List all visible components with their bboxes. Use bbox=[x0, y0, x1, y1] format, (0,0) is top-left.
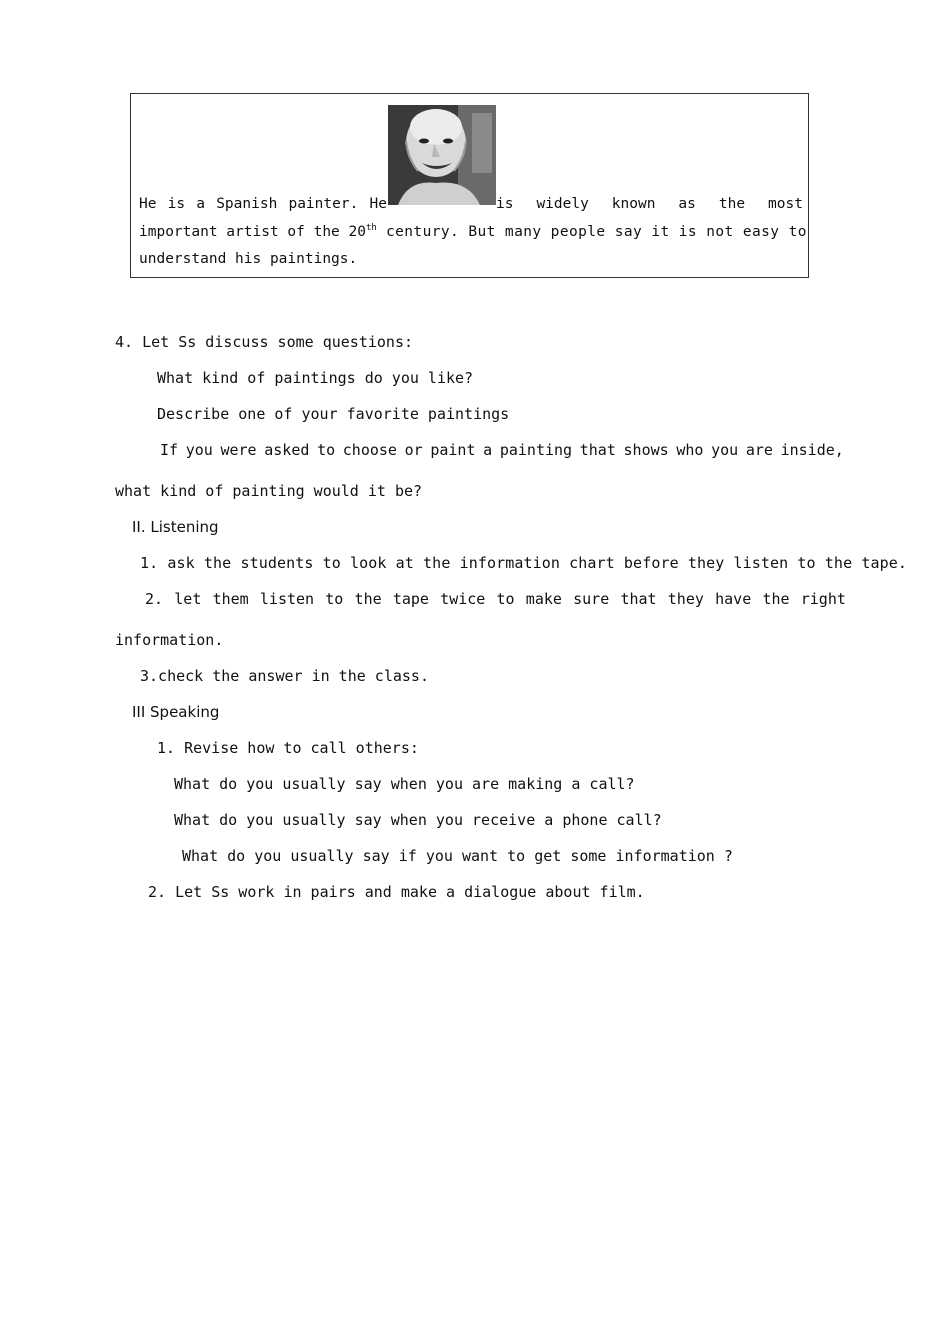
word: most bbox=[768, 196, 803, 212]
discussion-question-3-line-2: what kind of painting would it be? bbox=[115, 482, 423, 500]
word: a bbox=[196, 196, 206, 212]
box-line-3: understand his paintings. bbox=[139, 251, 358, 267]
word: you bbox=[185, 441, 213, 459]
word: that bbox=[579, 441, 616, 459]
word: He bbox=[369, 196, 387, 212]
word: they bbox=[667, 590, 704, 608]
word: as bbox=[678, 196, 696, 212]
word: the bbox=[354, 590, 382, 608]
word: inside, bbox=[780, 441, 844, 459]
speaking-heading: III Speaking bbox=[132, 703, 220, 721]
word: to bbox=[325, 590, 344, 608]
word: listen bbox=[259, 590, 315, 608]
speaking-question-2: What do you usually say when you receive a phone call? bbox=[174, 811, 662, 829]
speaking-item-1: 1. Revise how to call others: bbox=[157, 739, 419, 757]
portrait-photo bbox=[388, 105, 496, 205]
word: who bbox=[676, 441, 704, 459]
speaking-question-3: What do you usually say if you want to get some information ? bbox=[182, 847, 733, 865]
word: known bbox=[611, 196, 656, 212]
word: If bbox=[160, 441, 179, 459]
box-line-1 bbox=[139, 194, 803, 214]
word: the bbox=[762, 590, 790, 608]
word: tape bbox=[392, 590, 429, 608]
word: right bbox=[800, 590, 846, 608]
word: is bbox=[167, 196, 186, 212]
word: have bbox=[715, 590, 752, 608]
word: were bbox=[220, 441, 257, 459]
box-line-2: important artist of the 20th century. But many people say it is not easy to bbox=[139, 223, 807, 240]
listening-heading: II. Listening bbox=[132, 518, 219, 536]
discussion-question-2: Describe one of your favorite paintings bbox=[157, 405, 510, 423]
word: make bbox=[525, 590, 562, 608]
word: to bbox=[317, 441, 336, 459]
portrait-icon bbox=[388, 105, 496, 205]
listening-item-1: 1. ask the students to look at the information chart before they listen to the tape. bbox=[140, 554, 907, 572]
word: asked bbox=[264, 441, 310, 459]
word: 2. bbox=[145, 590, 164, 608]
word: are bbox=[745, 441, 773, 459]
speaking-item-2: 2. Let Ss work in pairs and make a dialogue about film. bbox=[148, 883, 645, 901]
listening-item-2-line-1 bbox=[145, 589, 846, 609]
word: to bbox=[496, 590, 515, 608]
word: He bbox=[139, 196, 157, 212]
word: shows bbox=[623, 441, 669, 459]
word: choose bbox=[342, 441, 397, 459]
word: them bbox=[212, 590, 249, 608]
word: is bbox=[496, 196, 514, 212]
word: or bbox=[404, 441, 423, 459]
word: paint bbox=[430, 441, 476, 459]
word: sure bbox=[573, 590, 610, 608]
discussion-question-1: What kind of paintings do you like? bbox=[157, 369, 474, 387]
discussion-question-3-line-1 bbox=[160, 440, 844, 460]
word: that bbox=[620, 590, 657, 608]
word: widely bbox=[536, 196, 589, 212]
word: twice bbox=[440, 590, 486, 608]
word: painting bbox=[499, 441, 573, 459]
word: Spanish bbox=[216, 196, 278, 212]
word: painter. bbox=[288, 196, 359, 212]
word: let bbox=[174, 590, 202, 608]
word: you bbox=[711, 441, 739, 459]
info-box bbox=[130, 93, 809, 278]
box-line-1-words-b bbox=[496, 194, 803, 214]
listening-item-2-line-2: information. bbox=[115, 631, 224, 649]
word: a bbox=[483, 441, 493, 459]
speaking-question-1: What do you usually say when you are making a call? bbox=[174, 775, 635, 793]
word: the bbox=[718, 196, 746, 212]
listening-item-3: 3.check the answer in the class. bbox=[140, 667, 429, 685]
box-line-1-words-a bbox=[139, 194, 387, 214]
discussion-heading: 4. Let Ss discuss some questions: bbox=[115, 333, 414, 351]
